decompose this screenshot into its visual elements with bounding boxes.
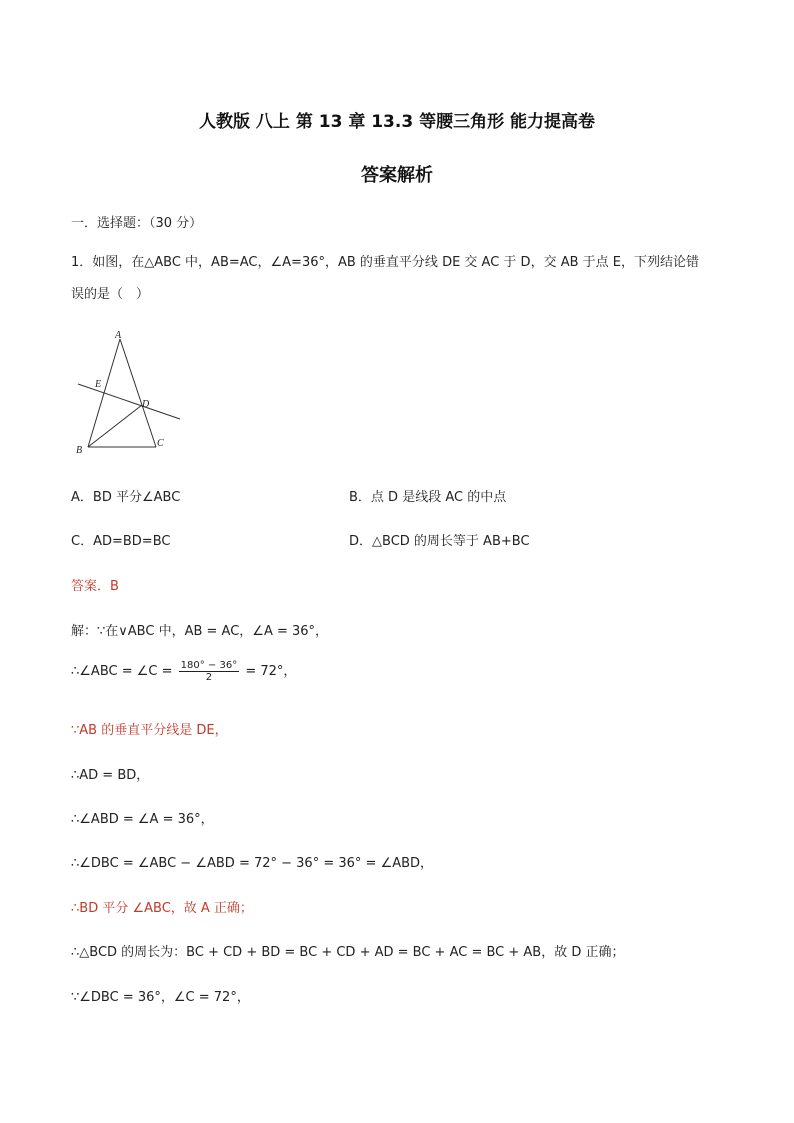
solution-step-9: ∵∠DBC = 36°，∠C = 72°，	[71, 990, 250, 1005]
solution-step-8: ∴△BCD 的周长为：BC + CD + BD = BC + CD + AD = BC + AC = BC + AB，故 D 正确；	[71, 945, 625, 960]
fraction	[179, 660, 240, 683]
solution-step-7: ∴BD 平分 ∠ABC，故 A 正确；	[71, 901, 253, 916]
solution-step-5: ∴∠ABD = ∠A = 36°，	[71, 812, 214, 827]
triangle-figure	[70, 328, 185, 456]
option-c	[71, 530, 170, 549]
option-c-text: AD=BD=BC	[93, 534, 171, 549]
option-d-key: D．	[349, 534, 373, 549]
option-b	[349, 486, 506, 505]
option-a	[71, 486, 180, 505]
solution-step-2	[71, 660, 296, 683]
solution-step-4: ∴AD = BD，	[71, 768, 150, 783]
solution-step-3: ∵AB 的垂直平分线是 DE，	[71, 723, 228, 738]
answer-label: 答案．B	[71, 579, 119, 594]
option-b-key: B．	[349, 490, 371, 505]
option-d-text: △BCD 的周长等于 AB+BC	[372, 534, 530, 549]
option-a-text: BD 平分∠ABC	[92, 490, 181, 505]
perpendicular-bisector-de	[78, 384, 180, 419]
side-ac	[120, 339, 156, 447]
document-subtitle: 答案解析	[361, 165, 433, 186]
question-text-line2: 误的是（ ）	[71, 287, 150, 302]
segment-bd	[88, 405, 142, 447]
option-d	[349, 530, 530, 549]
section-heading: 一．选择题：（30 分）	[71, 216, 203, 231]
option-b-text: 点 D 是线段 AC 的中点	[370, 490, 507, 505]
label-e: E	[95, 379, 102, 390]
solution-step-2-text: ∴∠ABC = ∠C =	[71, 664, 173, 679]
document-title: 人教版 八上 第 13 章 13.3 等腰三角形 能力提高卷	[198, 112, 596, 132]
label-d: D	[142, 399, 150, 410]
fraction-result: = 72°，	[245, 664, 297, 679]
fraction-numerator: 180° − 36°	[180, 660, 238, 671]
label-b: B	[76, 445, 83, 456]
label-c: C	[157, 438, 164, 449]
solution-step-6: ∴∠DBC = ∠ABC − ∠ABD = 72° − 36° = 36° = ∠ABD，	[71, 856, 434, 871]
label-a: A	[115, 330, 122, 341]
question-text-line1: 1．如图，在△ABC 中，AB=AC，∠A=36°，AB 的垂直平分线 DE 交 AC 于 D，交 AB 于点 E，下列结论错	[71, 255, 699, 270]
fraction-denominator: 2	[205, 672, 213, 683]
solution-step-1: 解：∵在∨ABC 中，AB = AC，∠A = 36°，	[71, 624, 329, 639]
option-a-key: A．	[71, 490, 93, 505]
option-c-key: C．	[71, 534, 94, 549]
